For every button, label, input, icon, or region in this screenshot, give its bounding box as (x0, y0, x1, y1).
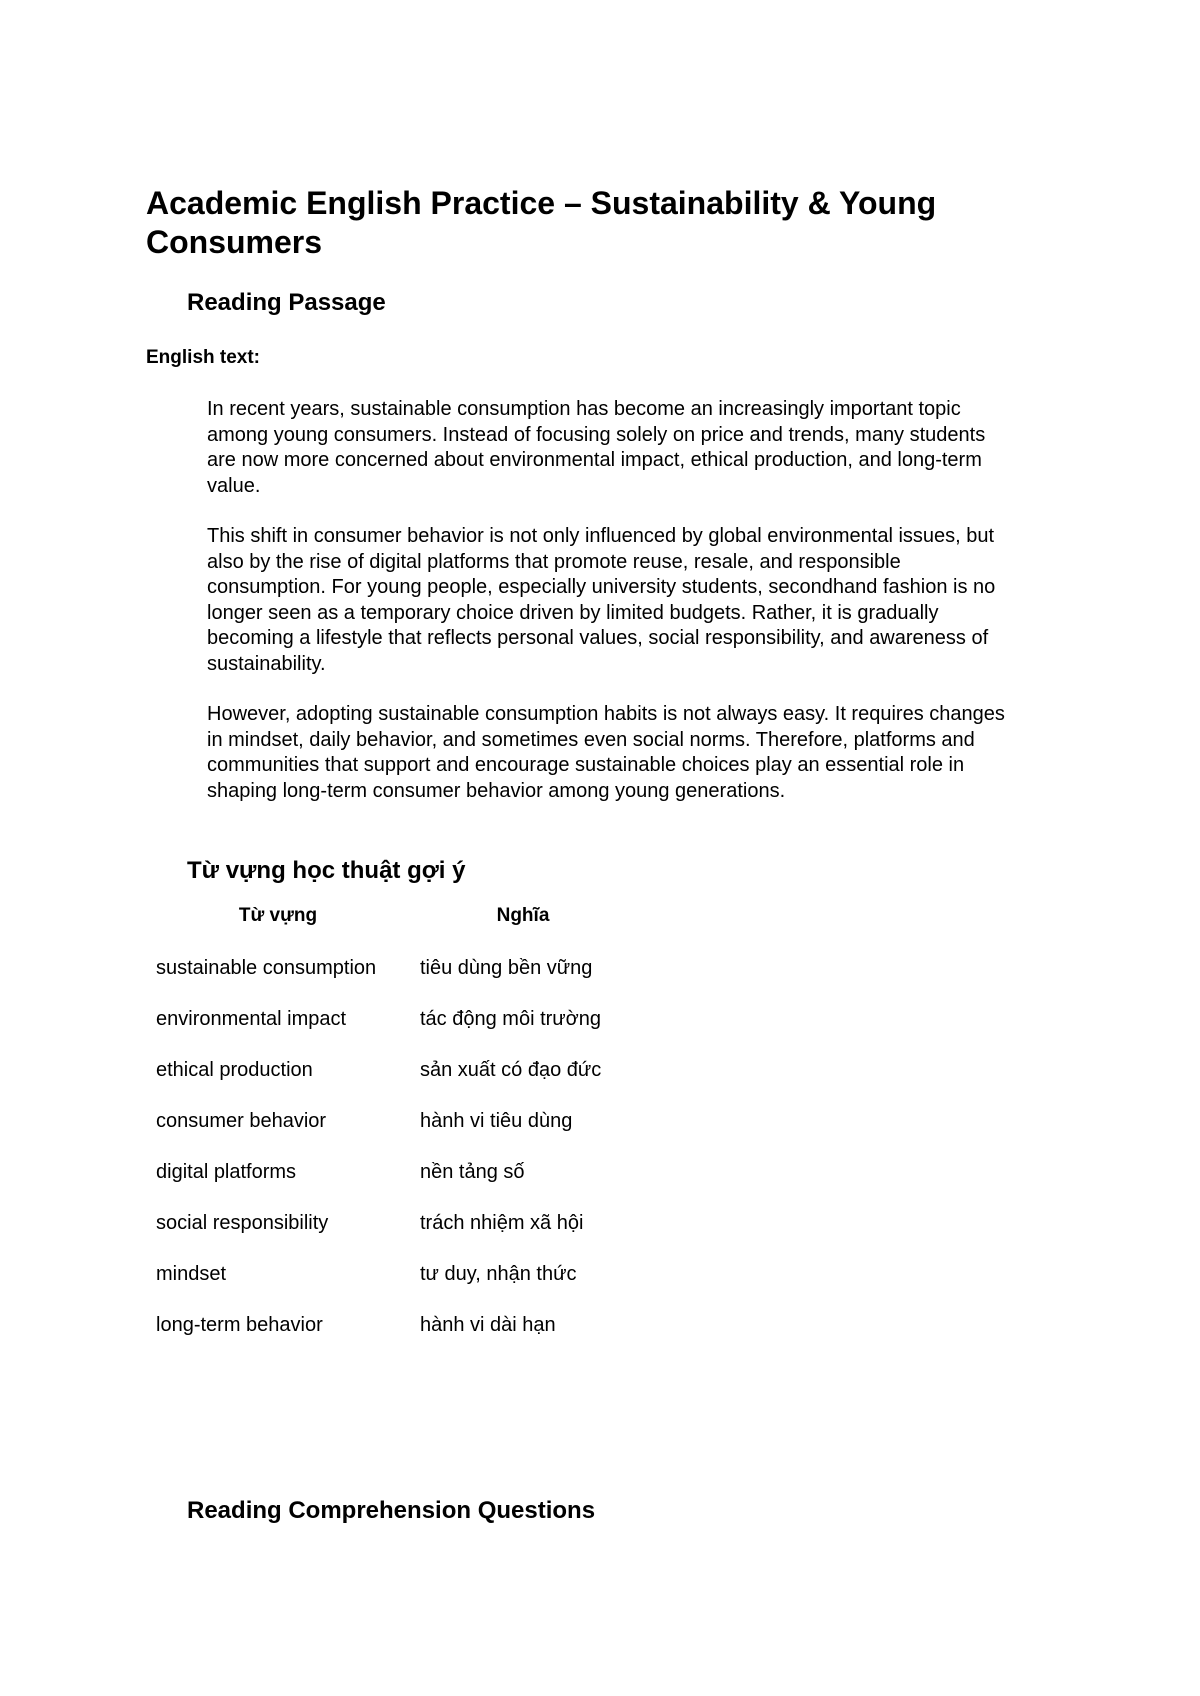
table-row (146, 1260, 636, 1311)
vocab-term: mindset (156, 1263, 227, 1285)
table-row (146, 1311, 636, 1340)
reading-passage-heading: Reading Passage (187, 289, 386, 316)
vocab-meaning: hành vi dài hạn (420, 1314, 556, 1336)
vocab-term: environmental impact (156, 1008, 347, 1030)
vocab-meaning: trách nhiệm xã hội (420, 1212, 584, 1234)
vocab-term: digital platforms (156, 1161, 297, 1183)
passage-paragraph-2: This shift in consumer behavior is not only influenced by global environmental issues, but also by the rise of digital platforms that promote reuse, resale, and responsible consumption. For young people, especially university students, secondhand fashion is no longer seen as a temporary choice driven by limited budgets. Rather, it is gradually becoming a lifestyle that reflects personal values, social responsibility, and awareness of sustainability. (207, 525, 996, 675)
vocab-term: social responsibility (156, 1212, 329, 1234)
column-header-meaning: Nghĩa (496, 905, 550, 926)
table-row (146, 954, 636, 1005)
vocab-meaning: nền tảng số (420, 1161, 525, 1183)
comprehension-questions-heading: Reading Comprehension Questions (187, 1497, 596, 1524)
table-row (146, 1209, 636, 1260)
vocab-meaning: tác động môi trường (420, 1008, 602, 1030)
table-row (146, 1005, 636, 1056)
table-row (146, 1158, 636, 1209)
vocab-term: ethical production (156, 1059, 313, 1081)
vocab-term: long-term behavior (156, 1314, 323, 1336)
vocabulary-table-header-row (146, 904, 636, 954)
vocab-meaning: hành vi tiêu dùng (420, 1110, 573, 1132)
vocab-meaning: tiêu dùng bền vững (420, 957, 593, 979)
english-text-label: English text: (146, 347, 261, 368)
vocab-meaning: sản xuất có đạo đức (420, 1059, 602, 1081)
table-row (146, 1056, 636, 1107)
page-title: Academic English Practice – Sustainability & Young Consumers (146, 185, 937, 260)
vocabulary-table (146, 904, 636, 1340)
passage-paragraph-3: However, adopting sustainable consumption habits is not always easy. It requires changes in mindset, daily behavior, and sometimes even social norms. Therefore, platforms and communities that support and encourage sustainable choices play an essential role in shaping long-term consumer behavior among young generations. (207, 703, 1005, 802)
passage-paragraph-1: In recent years, sustainable consumption has become an increasingly important topic among young consumers. Instead of focusing solely on price and trends, many students are now more concerned about environmental impact, ethical production, and long-term value. (207, 398, 986, 497)
vocab-term: sustainable consumption (156, 957, 377, 979)
table-row (146, 1107, 636, 1158)
vocab-meaning: tư duy, nhận thức (420, 1263, 577, 1285)
column-header-term: Từ vựng (238, 905, 318, 926)
vocab-term: consumer behavior (156, 1110, 327, 1132)
vocabulary-heading: Từ vựng học thuật gợi ý (187, 857, 466, 884)
